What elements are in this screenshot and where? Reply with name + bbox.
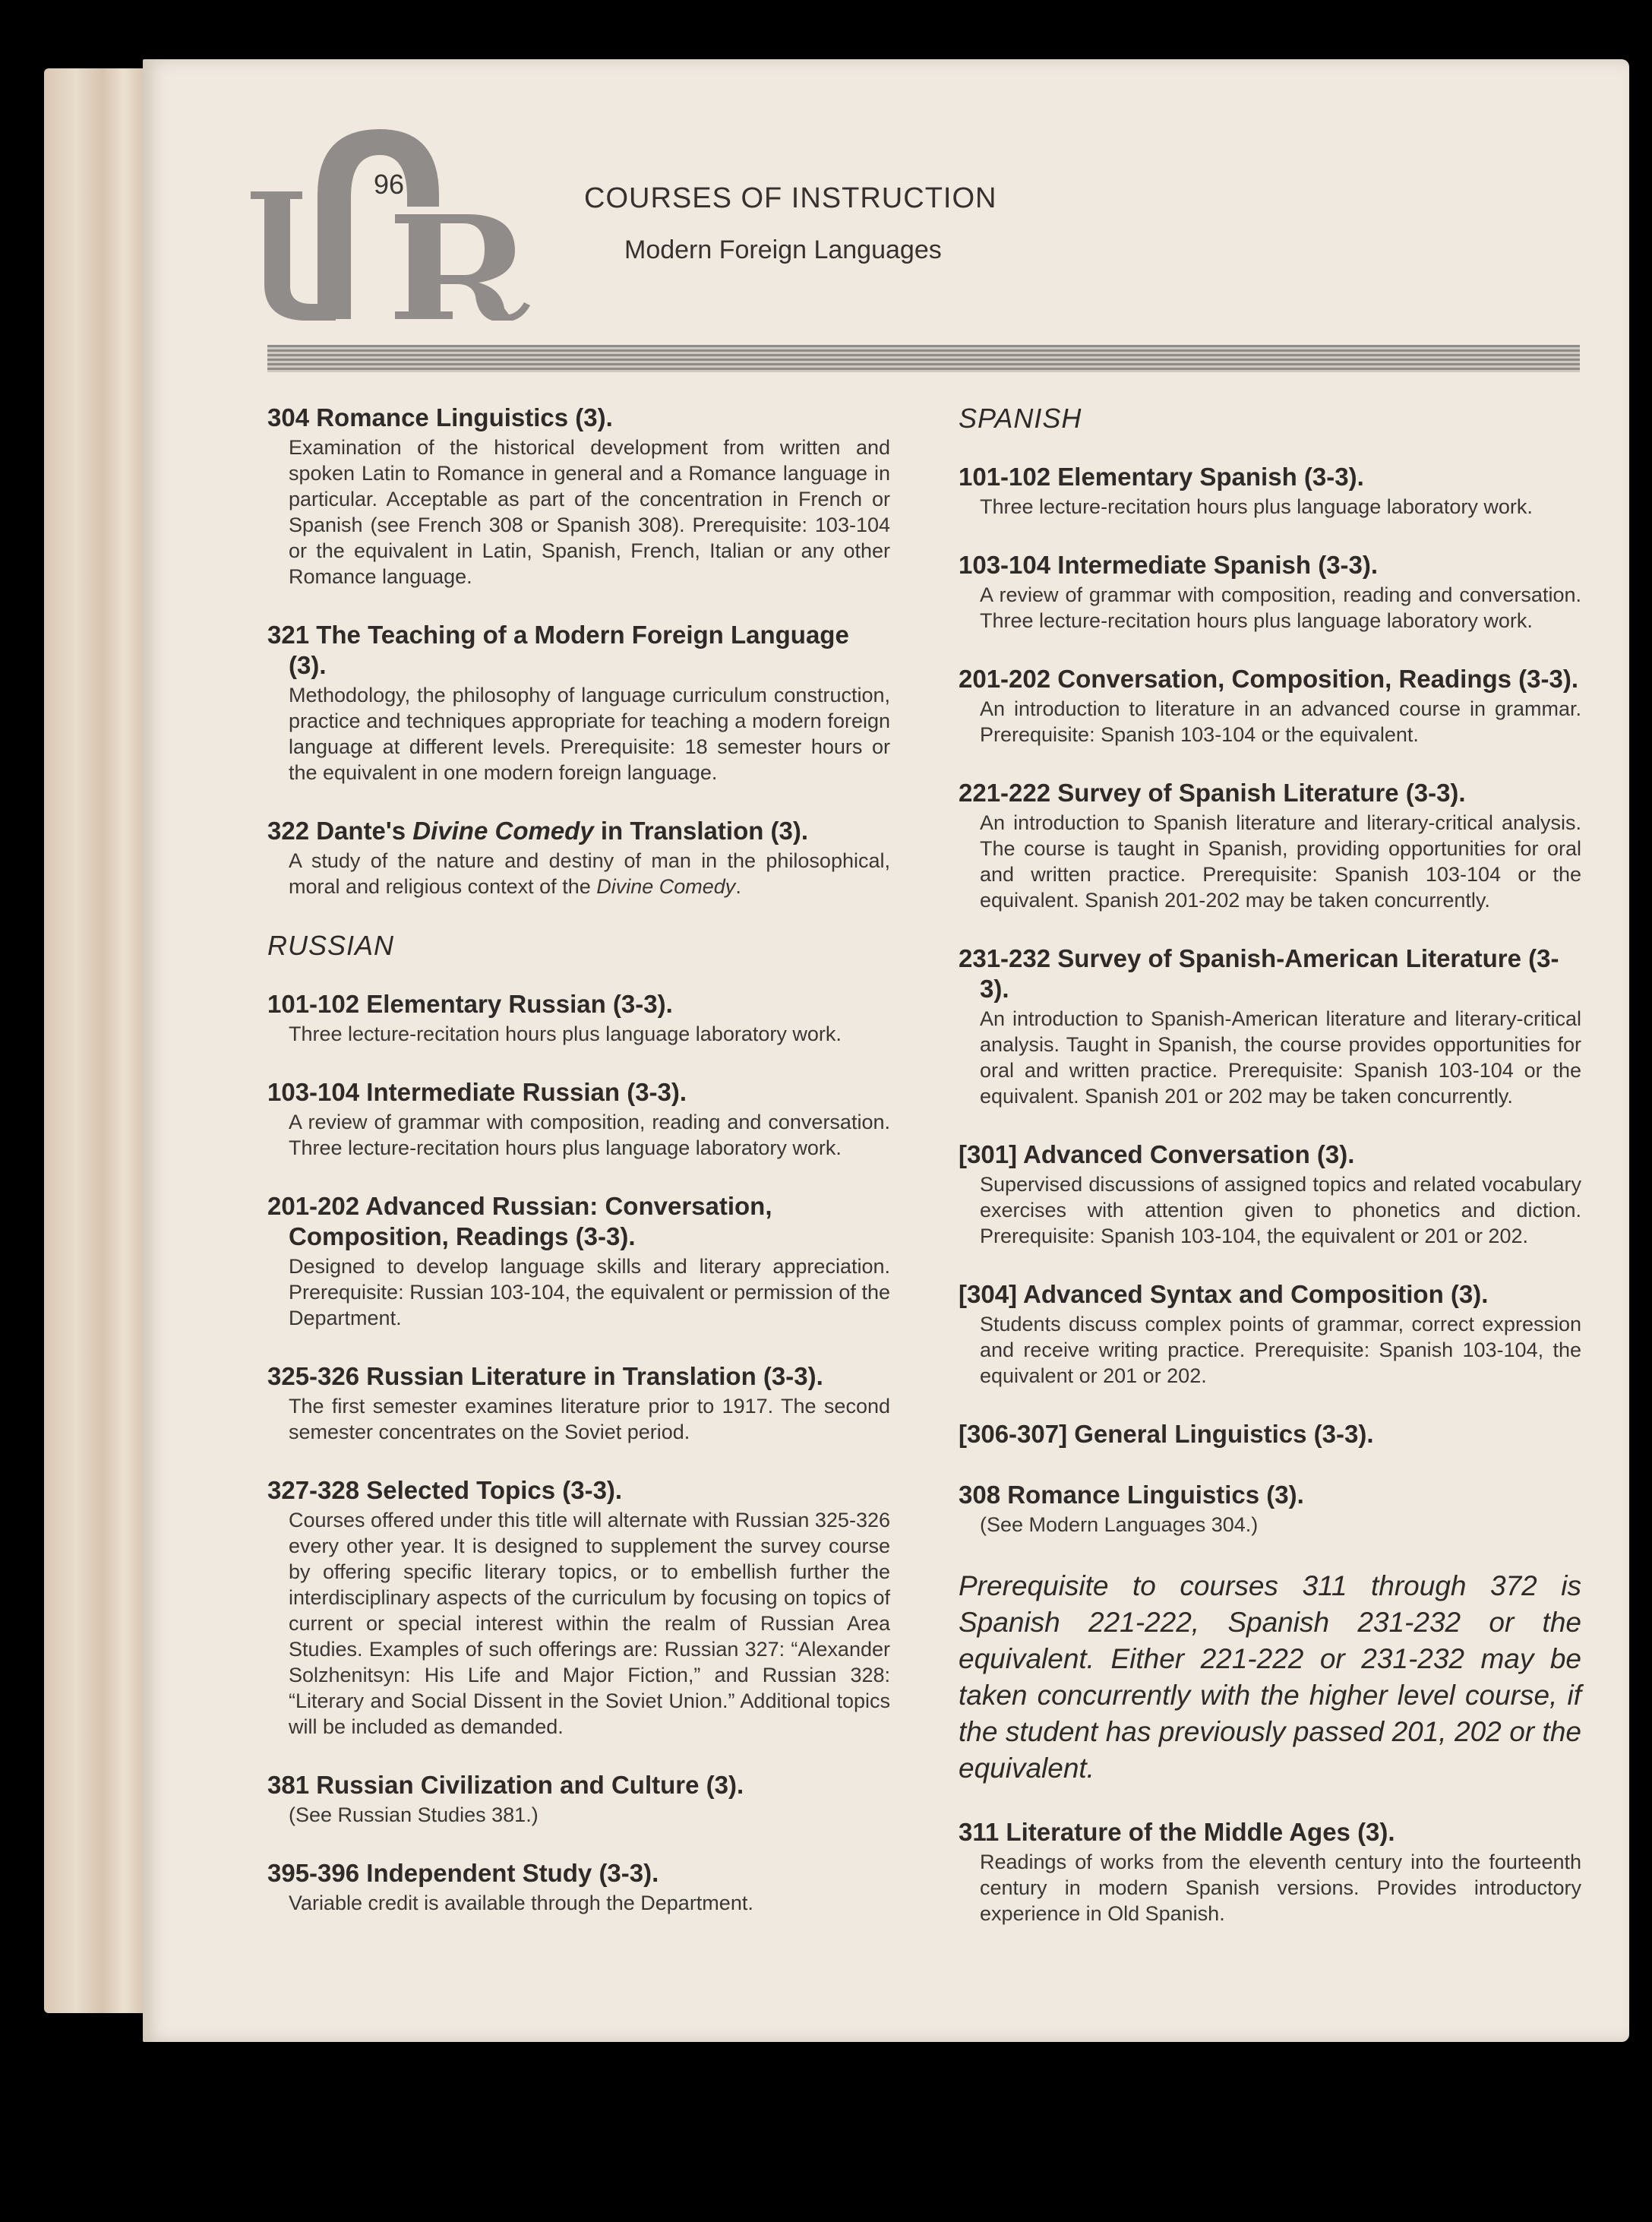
page-number: 96 [374, 169, 405, 200]
course-title: 327-328 Selected Topics (3-3). [267, 1476, 623, 1504]
course-title: 321 The Teaching of a Modern Foreign Language (3). [267, 621, 849, 679]
course-entry [267, 620, 890, 785]
course-entry [959, 943, 1581, 1109]
course-description: (See Russian Studies 381.) [289, 1803, 539, 1826]
course-entry [959, 1480, 1581, 1538]
course-entry [267, 1770, 890, 1828]
course-entry-dante [267, 816, 890, 899]
course-description: Variable credit is available through the Department. [289, 1892, 753, 1914]
course-entry [267, 403, 890, 589]
course-entry [267, 1191, 890, 1331]
course-title: 395-396 Independent Study (3-3). [267, 1859, 659, 1887]
title-italic: Divine Comedy [412, 817, 594, 845]
course-title: 381 Russian Civilization and Culture (3). [267, 1771, 744, 1799]
course-entry [959, 1419, 1581, 1449]
course-description: Courses offered under this title will alternate with Russian 325-326 every other year. It is designed to supplement the survey course by offering specific literary topics, or to embellish further the interdisciplinary aspects of the curriculum by focusing on topics of current or special interest within the realm of Russian Area Studies. Examples of such offerings are: Russian 327: “Alexander Solzhenitsyn: His Life and Major Fiction,” and Russian 328: “Literary and Social Dissent in the Soviet Union.” Additional topics will be included as demanded. [289, 1509, 890, 1738]
desc-italic: Divine Comedy [596, 875, 736, 898]
course-title: 325-326 Russian Literature in Translation (3-3). [267, 1362, 823, 1390]
course-description [267, 848, 890, 899]
course-title: 103-104 Intermediate Russian (3-3). [267, 1078, 687, 1106]
course-title: 201-202 Advanced Russian: Conversation, Composition, Readings (3-3). [267, 1192, 772, 1250]
header-rule [267, 345, 1580, 372]
course-title: 311 Literature of the Middle Ages (3). [959, 1818, 1395, 1846]
course-entry [267, 1475, 890, 1740]
desc-part: . [735, 875, 741, 898]
page-subtitle: Modern Foreign Languages [624, 235, 942, 264]
course-entry [959, 778, 1581, 913]
course-description: Designed to develop language skills and literary appreciation. Prerequisite: Russian 103-104, the equivalent or permission of the Department. [289, 1255, 890, 1329]
course-description: Three lecture-recitation hours plus language laboratory work. [980, 495, 1533, 518]
course-entry [959, 550, 1581, 634]
left-column [267, 403, 890, 1946]
course-title: 231-232 Survey of Spanish-American Literature (3-3). [959, 944, 1559, 1003]
course-title: 201-202 Conversation, Composition, Readings (3-3). [959, 665, 1579, 693]
prerequisite-note: Prerequisite to courses 311 through 372 is Spanish 221-222, Spanish 231-232 or the equivalent. Either 221-222 or 231-232 may be taken concurrently with the higher level course, if the student has previously passed 201, 202 or the equivalent. [959, 1570, 1581, 1784]
course-description: An introduction to literature in an advanced course in grammar. Prerequisite: Spanish 103-104 or the equivalent. [980, 697, 1581, 746]
page-edge-stack [44, 68, 150, 2013]
course-description: Three lecture-recitation hours plus language laboratory work. [289, 1022, 842, 1045]
course-title: 308 Romance Linguistics (3). [959, 1481, 1304, 1509]
course-title: 103-104 Intermediate Spanish (3-3). [959, 551, 1379, 579]
course-entry [267, 1077, 890, 1161]
course-title: [301] Advanced Conversation (3). [959, 1140, 1355, 1168]
ur-logo [251, 123, 554, 321]
course-title: 221-222 Survey of Spanish Literature (3-3). [959, 779, 1466, 807]
course-entry [267, 1858, 890, 1916]
course-title: 101-102 Elementary Russian (3-3). [267, 990, 673, 1018]
course-description: The first semester examines literature prior to 1917. The second semester concentrates on the Soviet period. [289, 1395, 890, 1443]
course-description: Examination of the historical development from written and spoken Latin to Romance in general and a Romance language in particular. Acceptable as part of the concentration in French or Spanish (see French 308 or Spanish 308). Prerequisite: 103-104 or the equivalent in Latin, Spanish, French, Italian or any other Romance language. [289, 436, 890, 588]
course-description: A review of grammar with composition, reading and conversation. Three lecture-recitation hours plus language laboratory work. [980, 583, 1581, 632]
course-entry [959, 1139, 1581, 1249]
course-description: An introduction to Spanish literature and literary-critical analysis. The course is taught in Spanish, providing opportunities for oral and written practice. Prerequisite: Spanish 103-104 or the equivalent. Spanish 201-202 may be taken concurrently. [980, 811, 1581, 912]
course-title: 304 Romance Linguistics (3). [267, 403, 613, 431]
course-title: 101-102 Elementary Spanish (3-3). [959, 463, 1364, 491]
section-heading-russian: RUSSIAN [267, 930, 395, 961]
course-title [267, 816, 890, 846]
course-entry [959, 1279, 1581, 1389]
course-description: Students discuss complex points of grammar, correct expression and receive writing practice. Prerequisite: Spanish 103-104, the equivalent or 201 or 202. [980, 1313, 1581, 1387]
course-title: [304] Advanced Syntax and Composition (3). [959, 1280, 1489, 1308]
course-entry [267, 989, 890, 1047]
desc-part: A study of the nature and destiny of man in the philosophical, moral and religious context of the [289, 849, 890, 898]
right-column [959, 403, 1581, 1957]
course-description: (See Modern Languages 304.) [980, 1513, 1259, 1536]
course-entry [959, 462, 1581, 520]
course-description: An introduction to Spanish-American literature and literary-critical analysis. Taught in Spanish, the course provides opportunities for oral and written practice. Prerequisite: Spanish 103-104 or the equivalent. Spanish 201 or 202 may be taken concurrently. [980, 1007, 1581, 1108]
title-part: in Translation (3). [593, 817, 809, 845]
course-title: [306-307] General Linguistics (3-3). [959, 1420, 1374, 1448]
course-entry [959, 664, 1581, 748]
course-description: Readings of works from the eleventh century into the fourteenth century in modern Spanish versions. Provides introductory experience in Old Spanish. [980, 1851, 1581, 1925]
course-description: Supervised discussions of assigned topics and related vocabulary exercises with attention given to phonetics and diction. Prerequisite: Spanish 103-104, the equivalent or 201 or 202. [980, 1173, 1581, 1247]
page-title: COURSES OF INSTRUCTION [584, 182, 997, 214]
section-heading-spanish: SPANISH [959, 403, 1082, 434]
course-description: A review of grammar with composition, reading and conversation. Three lecture-recitation hours plus language laboratory work. [289, 1111, 890, 1159]
course-entry [959, 1817, 1581, 1926]
title-part: 322 Dante's [267, 817, 413, 845]
course-description: Methodology, the philosophy of language curriculum construction, practice and techniques appropriate for teaching a modern foreign language at different levels. Prerequisite: 18 semester hours or the equivalent in one modern foreign language. [289, 684, 890, 784]
course-entry [267, 1361, 890, 1445]
